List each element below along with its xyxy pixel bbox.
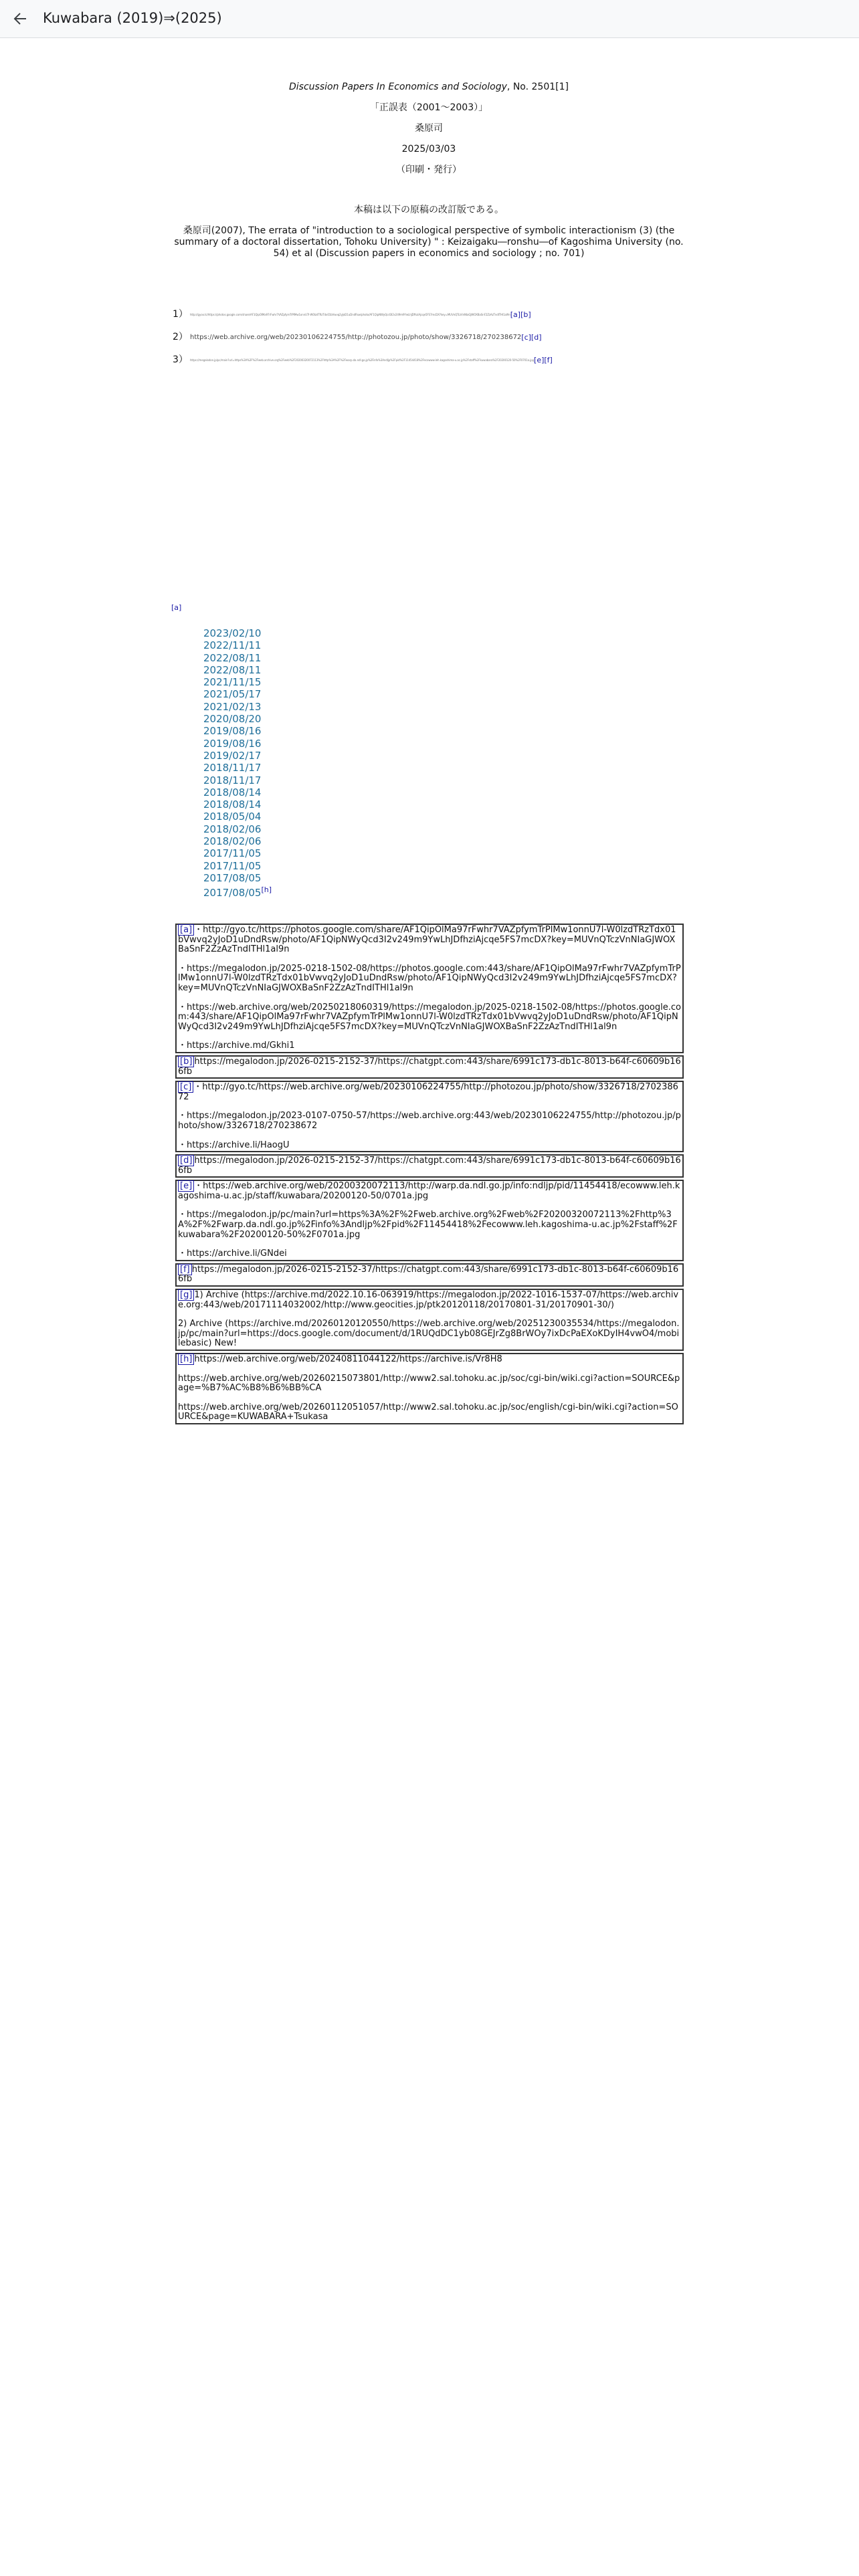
wayback-anchor xyxy=(171,603,181,616)
wayback-date-link[interactable] xyxy=(203,627,272,639)
endnote-paragraph xyxy=(178,1141,681,1151)
paper-title: 「正誤表（2001〜2003）」 xyxy=(369,102,488,113)
endnote-text: https://web.archive.org/web/20260215073801/http://www2.sal.tohoku.ac.jp/soc/cgi-bin/wiki.cgi?action=SOURCE&page=%B7%AC%B8%B6%BB%CA xyxy=(178,1373,680,1394)
footnote-number: 1） xyxy=(173,309,188,320)
endnote-box xyxy=(175,1154,684,1178)
wayback-date-link[interactable] xyxy=(203,860,272,872)
endnote-paragraph xyxy=(178,1374,681,1394)
print-note: （印刷・発行） xyxy=(396,165,462,175)
series-name: Discussion Papers In Economics and Sociology xyxy=(289,82,507,92)
series-line xyxy=(173,82,685,93)
endnote-label[interactable]: [e] xyxy=(178,1180,194,1192)
endnote-paragraph xyxy=(178,1083,681,1102)
wayback-date[interactable]: 2023/02/10 xyxy=(203,627,262,639)
publish-date: 2025/03/03 xyxy=(401,144,456,154)
wayback-date[interactable]: 2021/11/15 xyxy=(203,676,262,689)
footnote-ref-link[interactable]: [h] xyxy=(261,885,272,895)
wayback-date-link[interactable] xyxy=(203,884,272,899)
endnote-text: ・https://archive.li/HaogU xyxy=(178,1140,290,1150)
endnote-label[interactable]: [g] xyxy=(178,1289,194,1301)
endnote-box xyxy=(175,1081,684,1152)
endnote-box xyxy=(175,1180,684,1261)
wayback-date[interactable]: 2018/11/17 xyxy=(203,774,262,786)
footnote-item xyxy=(173,332,685,354)
wayback-date-link[interactable] xyxy=(203,652,272,664)
wayback-date-link[interactable] xyxy=(203,639,272,651)
wayback-date[interactable]: 2018/08/14 xyxy=(203,786,262,798)
wayback-date-link[interactable] xyxy=(203,835,272,847)
footnote-ref-link[interactable]: [c][d] xyxy=(521,333,542,342)
footnote-item xyxy=(173,354,685,377)
wayback-date[interactable]: 2021/05/17 xyxy=(203,688,262,701)
wayback-date[interactable]: 2019/08/16 xyxy=(203,737,262,750)
footnote-item xyxy=(173,309,685,332)
endnote-text: ・https://megalodon.jp/pc/main?url=https%3A%2F%2Fweb.archive.org%2Fweb%2F20200320072113%2Fhttp%3A%2F%2Fwarp.da.ndl.go.jp%2Finfo%3Andljp%2Fpid%2F11454418%2Fecowww.leh.kagoshima-u.ac.jp%2Fstaff%2Fkuwabara%2F20200120-50%2F0701a.jpg xyxy=(178,1210,678,1240)
endnote-text: ・https://megalodon.jp/2025-0218-1502-08/https://photos.google.com:443/share/AF1QipOlMa97rFwhr7VAZpfymTrPlMw1onnU7l-W0lzdTRzTdx01bVwvq2yJoD1uDndRsw/photo/AF1QipNWyQcd3I2v249m9YwLhJDfhziAjcqe5FS7mcDX?key=MUVnQTczVnNIaGJWOXBaSnF2ZzAzTndITHl1al9n xyxy=(178,963,681,993)
endnote-text: https://web.archive.org/web/20260112051057/http://www2.sal.tohoku.ac.jp/soc/english/cgi-bin/wiki.cgi?action=SOURCE&page=KUWABARA+Tsukasa xyxy=(178,1402,678,1422)
wayback-date-link[interactable] xyxy=(203,688,272,700)
endnote-text: https://megalodon.jp/2026-0215-2152-37/https://chatgpt.com:443/share/6991c173-db1c-8013-b64f-c60609b166fb xyxy=(178,1264,679,1285)
endnote-text: ・https://archive.md/Gkhi1 xyxy=(178,1041,295,1051)
wayback-date[interactable]: 2017/11/05 xyxy=(203,847,262,860)
endnote-box xyxy=(175,1289,684,1351)
endnote-box xyxy=(175,924,684,1053)
wayback-date[interactable]: 2022/08/11 xyxy=(203,651,262,664)
wayback-date-link[interactable] xyxy=(203,664,272,676)
endnote-label[interactable]: [a] xyxy=(178,924,194,936)
wayback-date[interactable]: 2020/08/20 xyxy=(203,713,262,726)
wayback-date-link[interactable] xyxy=(203,872,272,884)
endnote-label[interactable]: [c] xyxy=(178,1081,193,1093)
wayback-date-link[interactable] xyxy=(203,738,272,750)
revision-notice: 本稿は以下の原稿の改訂版である。 xyxy=(354,205,504,215)
wayback-date[interactable]: 2022/08/11 xyxy=(203,663,262,676)
wayback-date[interactable]: 2018/08/14 xyxy=(203,798,262,811)
endnote-text: ・https://archive.li/GNdei xyxy=(178,1249,287,1259)
footnote-url[interactable]: http://gyoo.tc/https://photos.google.com/share/AF1QipOlMa97rFwhr7VAZpfymTrPlMw1onnU7l-W0lzdTRzTdx01bVwvq2yJoD1uDndRsw/photo/AF1QipNWyQcd3I2v249m9YwLhJDfhziAjcqe5FS7mcDX?key=MUVnQTczVnNIaGJWOXBaSnF2ZzAzTndITHl1al9n xyxy=(190,313,510,316)
endnote-text: https://megalodon.jp/2026-0215-2152-37/https://chatgpt.com:443/share/6991c173-db1c-8013-b64f-c60609b166fb xyxy=(178,1056,681,1077)
document-page xyxy=(173,82,685,377)
endnote-text: ・https://megalodon.jp/2023-0107-0750-57/https://web.archive.org:443/web/20230106224755/http://photozou.jp/photo/show/3326718/270238672 xyxy=(178,1111,681,1131)
footnote-ref-link[interactable]: [a][b] xyxy=(510,310,531,319)
endnote-text: ・http://gyo.tc/https://web.archive.org/web/20230106224755/http://photozou.jp/photo/show/3326718/270238672 xyxy=(178,1082,678,1102)
wayback-date-link[interactable] xyxy=(203,725,272,737)
endnote-box xyxy=(175,1263,684,1287)
endnote-paragraph xyxy=(178,1265,681,1285)
top-bar xyxy=(0,0,859,38)
endnote-paragraph xyxy=(178,1041,681,1051)
back-arrow-icon[interactable] xyxy=(9,8,31,29)
wayback-anchor-link[interactable]: [a] xyxy=(171,603,182,612)
wayback-date[interactable]: 2022/11/11 xyxy=(203,639,262,652)
endnote-paragraph xyxy=(178,1355,681,1365)
endnote-paragraph xyxy=(178,1182,681,1201)
endnote-label[interactable]: [b] xyxy=(178,1056,194,1067)
wayback-date-link[interactable] xyxy=(203,774,272,786)
endnote-label[interactable]: [f] xyxy=(178,1264,192,1275)
footnote-url[interactable]: https://megalodon.jp/pc/main?url=https%3A%2F%2Fweb.archive.org%2Fweb%2F20200320072113%2Fhttp%3A%2F%2Fwarp.da.ndl.go.jp%2Finfo%3Andljp%2Fpid%2F11454418%2Fecowww.leh.kagoshima-u.ac.jp%2Fstaff%2Fkuwabara%2F20200120-50%2F0701a.jpg xyxy=(190,358,535,362)
wayback-date[interactable]: 2021/02/13 xyxy=(203,700,262,713)
footnote-ref-link[interactable]: [e][f] xyxy=(534,356,553,364)
wayback-date[interactable]: 2017/11/05 xyxy=(203,859,262,872)
footnote-number: 3） xyxy=(173,354,188,365)
endnote-paragraph xyxy=(178,1403,681,1422)
wayback-date[interactable]: 2018/02/06 xyxy=(203,823,262,835)
endnote-paragraph xyxy=(178,1210,681,1240)
series-number: , No. 2501[1] xyxy=(506,82,569,92)
endnote-paragraph xyxy=(178,1156,681,1176)
wayback-date[interactable]: 2018/05/04 xyxy=(203,811,262,823)
wayback-date[interactable]: 2019/02/17 xyxy=(203,749,262,762)
footnote-url[interactable]: https://web.archive.org/web/20230106224755/http://photozou.jp/photo/show/3326718/270238672 xyxy=(190,334,522,341)
wayback-date-link[interactable] xyxy=(203,676,272,688)
endnote-paragraph xyxy=(178,964,681,994)
document-title: Kuwabara (2019)⇒(2025) xyxy=(43,10,222,26)
wayback-date-link[interactable] xyxy=(203,847,272,859)
wayback-date-link[interactable] xyxy=(203,762,272,774)
wayback-date-link[interactable] xyxy=(203,750,272,762)
endnote-label[interactable]: [d] xyxy=(178,1155,194,1166)
endnote-text: 2) Archive (https://archive.md/20260120120550/https://web.archive.org/web/20251230035534/https://megalodon.jp/pc/main?url=https://docs.google.com/document/d/1RUQdDC1yb08GEJrZg8BrWOy7ixDcPaEXoKDyIH4vwO4/mobilebasic) New! xyxy=(178,1319,680,1349)
footnote-number: 2） xyxy=(173,332,188,342)
endnote-text: https://web.archive.org/web/20240811044122/https://archive.is/Vr8H8 xyxy=(194,1354,502,1364)
endnote-paragraph xyxy=(178,1291,681,1310)
wayback-date-list xyxy=(203,627,272,899)
wayback-date[interactable]: 2018/02/06 xyxy=(203,835,262,848)
wayback-date-link[interactable] xyxy=(203,823,272,835)
endnotes xyxy=(175,924,684,1426)
endnote-paragraph xyxy=(178,1057,681,1077)
wayback-date-link[interactable] xyxy=(203,713,272,725)
endnote-paragraph xyxy=(178,926,681,955)
endnote-text: 1) Archive (https://archive.md/2022.10.16-063919/https://megalodon.jp/2022-1016-1537-07/https://web.archive.org:443/web/20171114032002/http://www.geocities.jp/ptk20120118/20170801-31/20170901-30/) xyxy=(178,1290,679,1310)
footnote-list xyxy=(173,309,685,377)
wayback-date[interactable]: 2018/11/17 xyxy=(203,762,262,774)
wayback-date-link[interactable] xyxy=(203,701,272,713)
wayback-date[interactable]: 2019/08/16 xyxy=(203,725,262,738)
endnote-text: ・http://gyo.tc/https://photos.google.com/share/AF1QipOlMa97rFwhr7VAZpfymTrPlMw1onnU7l-W0lzdTRzTdx01bVwvq2yJoD1uDndRsw/photo/AF1QipNWyQcd3I2v249m9YwLhJDfhziAjcqe5FS7mcDX?key=MUVnQTczVnNIaGJWOXBaSnF2ZzAzTndITHl1al9n xyxy=(178,925,676,955)
endnote-text: ・https://web.archive.org/web/20250218060319/https://megalodon.jp/2025-0218-1502-08/https://photos.google.com:443/share/AF1QipOlMa97rFwhr7VAZpfymTrPlMw1onnU7l-W0lzdTRzTdx01bVwvq2yJoD1uDndRsw/photo/AF1QipNWyQcd3I2v249m9YwLhJDfhziAjcqe5FS7mcDX?key=MUVnQTczVnNIaGJWOXBaSnF2ZzAzTndITHl1al9n xyxy=(178,1002,681,1032)
original-citation: 桑原司(2007), The errata of "introduction to a sociological perspective of symbolic interactionism (3) (the summary of a doctoral dissertation, Tohoku University) " : Keizaigaku―ronshu―of Kagoshima University (no. 54) et al (Discussion papers in economics and sociology ; no. 701) xyxy=(174,225,684,259)
wayback-date[interactable]: 2017/08/05 xyxy=(203,887,262,899)
endnote-paragraph xyxy=(178,1249,681,1259)
endnote-paragraph xyxy=(178,1319,681,1349)
endnote-text: ・https://web.archive.org/web/20200320072113/http://warp.da.ndl.go.jp/info:ndljp/pid/11454418/ecowww.leh.kagoshima-u.ac.jp/staff/kuwabara/20200120-50/0701a.jpg xyxy=(178,1181,680,1201)
wayback-date-link[interactable] xyxy=(203,811,272,823)
endnote-box xyxy=(175,1353,684,1424)
endnote-label[interactable]: [h] xyxy=(178,1354,194,1365)
wayback-date[interactable]: 2017/08/05 xyxy=(203,871,262,884)
wayback-date-link[interactable] xyxy=(203,798,272,811)
wayback-date-link[interactable] xyxy=(203,786,272,798)
endnote-paragraph xyxy=(178,1111,681,1131)
endnote-text: https://megalodon.jp/2026-0215-2152-37/https://chatgpt.com:443/share/6991c173-db1c-8013-b64f-c60609b166fb xyxy=(178,1156,681,1176)
author: 桑原司 xyxy=(415,123,443,134)
endnote-box xyxy=(175,1055,684,1079)
endnote-paragraph xyxy=(178,1003,681,1033)
